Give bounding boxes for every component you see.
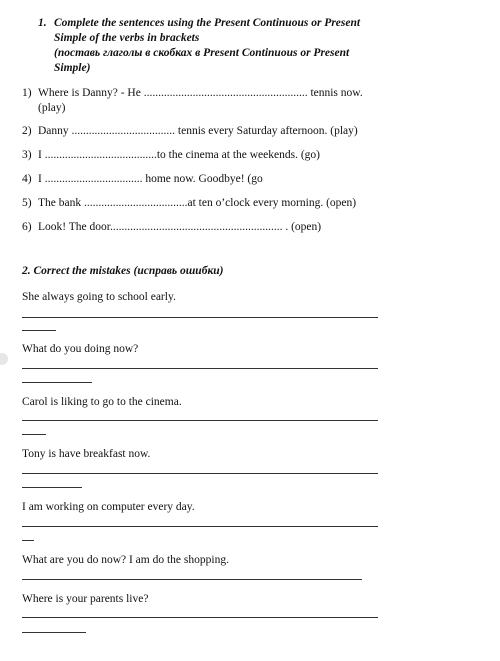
page-edge-marker xyxy=(0,353,8,365)
answer-line[interactable] xyxy=(22,434,46,435)
answer-line[interactable] xyxy=(22,526,378,527)
exercise-5-number: 5) xyxy=(22,197,32,209)
exercise-4-text: I .................................. home now. Goodbye! (go xyxy=(38,173,263,185)
exercise-6-text: Look! The door............................................................ . (open) xyxy=(38,221,322,233)
exercise-1-continuation: (play) xyxy=(38,102,66,114)
answer-line[interactable] xyxy=(22,420,378,421)
answer-line[interactable] xyxy=(22,540,34,541)
answer-line[interactable] xyxy=(22,330,56,331)
section1-header-line-3: (поставь глаголы в скобках в Present Continuous or Present xyxy=(54,47,350,59)
mistake-sentence-7: Where is your parents live? xyxy=(22,593,149,605)
mistake-sentence-2: What do you doing now? xyxy=(22,343,139,355)
exercise-2-number: 2) xyxy=(22,125,32,137)
exercise-3-text: I .......................................to the cinema at the weekends. (go) xyxy=(38,149,321,161)
exercise-3-number: 3) xyxy=(22,149,32,161)
exercise-5-text: The bank ....................................at ten o’clock every morning. (open) xyxy=(38,197,357,209)
mistake-sentence-1: She always going to school early. xyxy=(22,291,176,303)
exercise-1-number: 1) xyxy=(22,87,32,99)
answer-line[interactable] xyxy=(22,579,362,580)
mistake-sentence-5: I am working on computer every day. xyxy=(22,501,195,513)
exercise-2-text: Danny .................................... tennis every Saturday afternoon. (play) xyxy=(38,125,358,137)
section2-title: 2. Correct the mistakes (исправь ошибки) xyxy=(22,265,224,277)
answer-line[interactable] xyxy=(22,382,92,383)
answer-line[interactable] xyxy=(22,473,378,474)
exercise-6-number: 6) xyxy=(22,221,32,233)
answer-line[interactable] xyxy=(22,368,378,369)
answer-line[interactable] xyxy=(22,617,378,618)
section1-header-line-2: Simple of the verbs in brackets xyxy=(54,32,200,44)
answer-line[interactable] xyxy=(22,632,86,633)
mistake-sentence-6: What are you do now? I am do the shopping. xyxy=(22,554,229,566)
section1-header-line-1: Complete the sentences using the Present Continuous or Present xyxy=(54,17,361,29)
mistake-sentence-4: Tony is have breakfast now. xyxy=(22,448,151,460)
answer-line[interactable] xyxy=(22,487,82,488)
exercise-4-number: 4) xyxy=(22,173,32,185)
section1-header-line-4: Simple) xyxy=(54,62,91,74)
mistake-sentence-3: Carol is liking to go to the cinema. xyxy=(22,396,182,408)
answer-line[interactable] xyxy=(22,317,378,318)
section1-number: 1. xyxy=(38,17,47,29)
exercise-1-text: Where is Danny? - He ......................................................... tennis now. xyxy=(38,87,363,99)
